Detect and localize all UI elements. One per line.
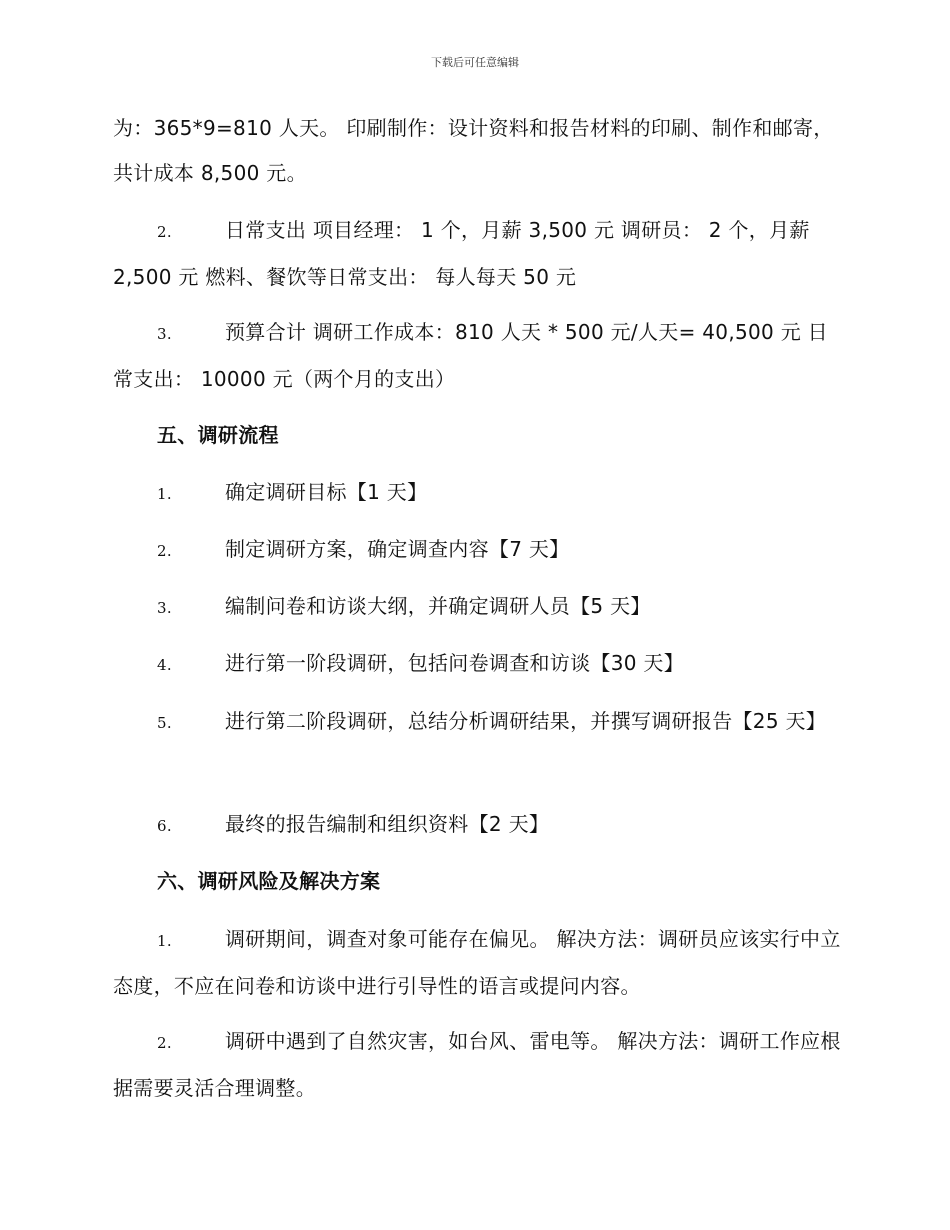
list-text: 确定调研目标【1 天】 [225,480,428,504]
list-number: 2. [157,223,172,241]
list-text: 编制问卷和访谈大纲，并确定调研人员【5 天】 [225,594,651,618]
list-text: 调研中遇到了自然灾害，如台风、雷电等。 解决方法：调研工作应根据需要灵活合理调整。 [113,1029,841,1100]
list-number: 1. [157,485,172,503]
process-item-2 [113,527,843,574]
risk-item-2 [113,1019,843,1111]
list-text: 进行第二阶段调研，总结分析调研结果，并撰写调研报告【25 天】 [225,709,827,733]
list-text: 制定调研方案，确定调查内容【7 天】 [225,537,570,561]
continuation-paragraph: 为：365*9=810 人天。 印刷制作：设计资料和报告材料的印刷、制作和邮寄，共计成本 8,500 元。 [113,116,834,185]
list-text: 预算合计 调研工作成本：810 人天 * 500 元/人天= 40,500 元 日常支出： 10000 元（两个月的支出） [113,320,828,391]
list-number: 4. [157,656,172,674]
list-number: 2. [157,1034,172,1052]
list-number: 5. [157,714,172,732]
process-item-5 [113,699,843,746]
process-item-6 [113,802,843,849]
process-item-4 [113,641,843,688]
list-number: 3. [157,599,172,617]
list-number: 3. [157,325,172,343]
list-text: 日常支出 项目经理： 1 个，月薪 3,500 元 调研员： 2 个，月薪 2,500 元 燃料、餐饮等日常支出： 每人每天 50 元 [113,218,810,289]
process-item-3 [113,584,843,631]
list-text: 进行第一阶段调研，包括问卷调查和访谈【30 天】 [225,651,685,675]
list-number: 6. [157,817,172,835]
section-heading-5: 五、调研流程 [157,423,279,447]
list-text: 调研期间，调查对象可能存在偏见。 解决方法：调研员应该实行中立态度，不应在问卷和访谈中进行引导性的语言或提问内容。 [113,927,841,998]
section-heading-6: 六、调研风险及解决方案 [157,869,381,893]
header-note: 下载后可任意编辑 [431,56,519,69]
risk-item-1 [113,917,843,1009]
process-item-1 [113,470,843,517]
list-number: 1. [157,932,172,950]
list-text: 最终的报告编制和组织资料【2 天】 [225,812,550,836]
budget-item-3 [113,310,843,402]
list-number: 2. [157,542,172,560]
budget-item-2 [113,208,843,300]
